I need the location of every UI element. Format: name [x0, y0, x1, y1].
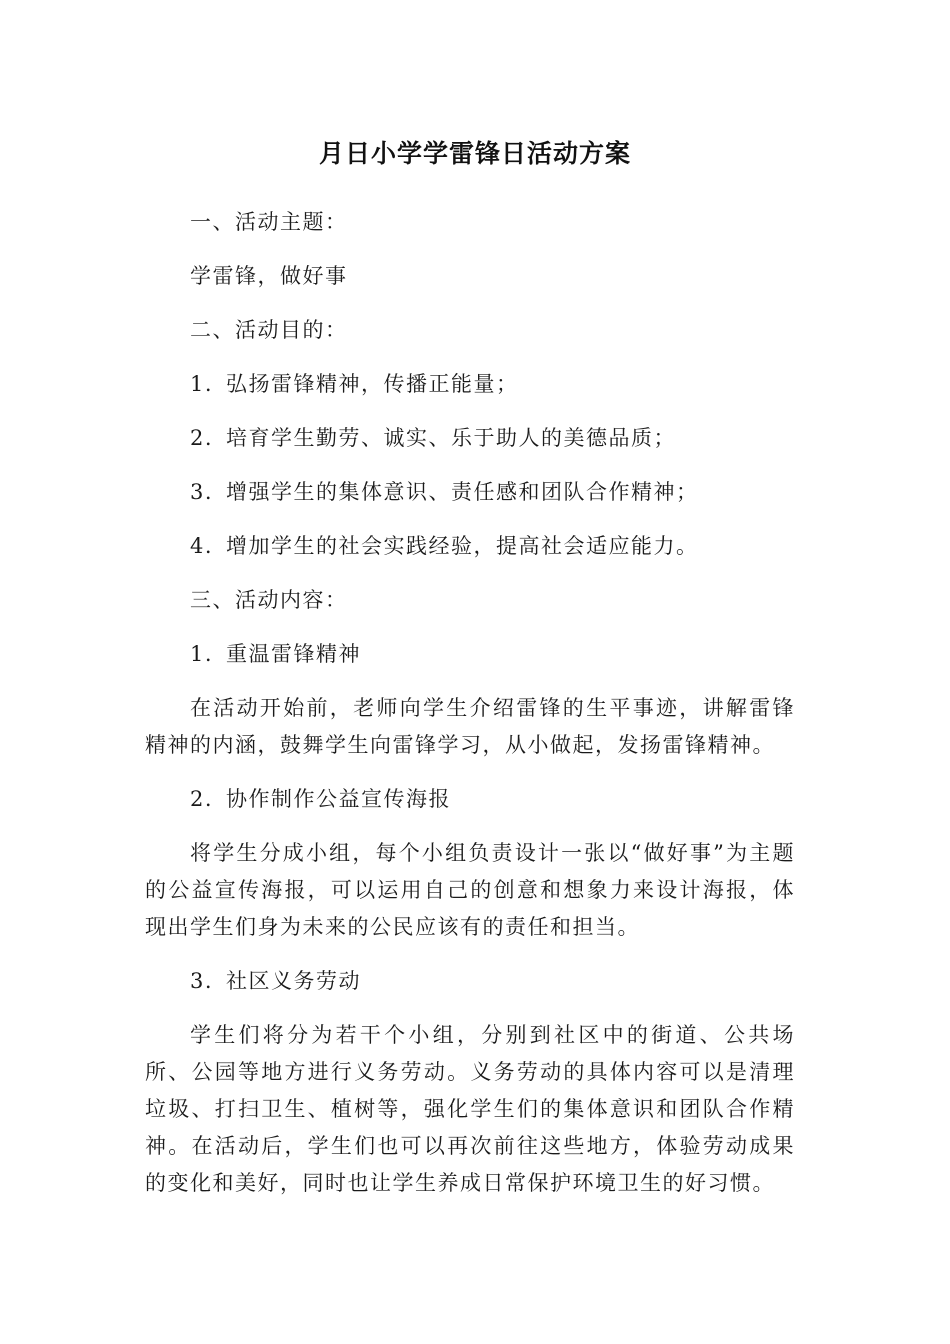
content-item-body-2: 将学生分成小组，每个小组负责设计一张以“做好事”为主题的公益宣传海报，可以运用自己的创意和想象力来设计海报，体现出学生们身为未来的公民应该有的责任和担当。 [145, 841, 795, 939]
goal-item-2 [145, 420, 795, 456]
content-item-title-1 [145, 636, 795, 672]
goal-text: 增加学生的社会实践经验，提高社会适应能力。 [226, 534, 699, 558]
goal-number: 1. [190, 372, 214, 396]
content-item-number: 1. [190, 642, 214, 666]
content-item-number: 2. [190, 787, 214, 811]
section-heading-theme: 一、活动主题： [190, 210, 348, 234]
section-heading-content: 三、活动内容： [190, 588, 348, 612]
goal-number: 4. [190, 534, 214, 558]
goal-number: 3. [190, 480, 214, 504]
goal-text: 弘扬雷锋精神，传播正能量； [226, 372, 519, 396]
document-body [145, 204, 795, 1219]
content-item-number: 3. [190, 969, 214, 993]
content-item-body-3: 学生们将分为若干个小组，分别到社区中的街道、公共场所、公园等地方进行义务劳动。义务劳动的具体内容可以是清理垃圾、打扫卫生、植树等，强化学生们的集体意识和团队合作精神。在活动后，学生们也可以再次前往这些地方，体验劳动成果的变化和美好，同时也让学生养成日常保护环境卫生的好习惯。 [145, 1023, 795, 1195]
content-item-title: 协作制作公益宣传海报 [226, 787, 451, 811]
goal-text: 增强学生的集体意识、责任感和团队合作精神； [226, 480, 699, 504]
theme-text: 学雷锋，做好事 [190, 264, 348, 288]
goal-item-3 [145, 474, 795, 510]
content-item-body-1: 在活动开始前，老师向学生介绍雷锋的生平事迹，讲解雷锋精神的内涵，鼓舞学生向雷锋学习，从小做起，发扬雷锋精神。 [145, 696, 795, 757]
section-heading-goals: 二、活动目的： [190, 318, 348, 342]
goal-item-1 [145, 366, 795, 402]
page-title: 月日小学学雷锋日活动方案 [318, 139, 631, 168]
goal-number: 2. [190, 426, 214, 450]
content-item-title-2 [145, 781, 795, 817]
goal-item-4 [145, 528, 795, 564]
goal-text: 培育学生勤劳、诚实、乐于助人的美德品质； [226, 426, 676, 450]
content-item-title: 社区义务劳动 [226, 969, 361, 993]
content-item-title: 重温雷锋精神 [226, 642, 361, 666]
content-item-title-3 [145, 963, 795, 999]
